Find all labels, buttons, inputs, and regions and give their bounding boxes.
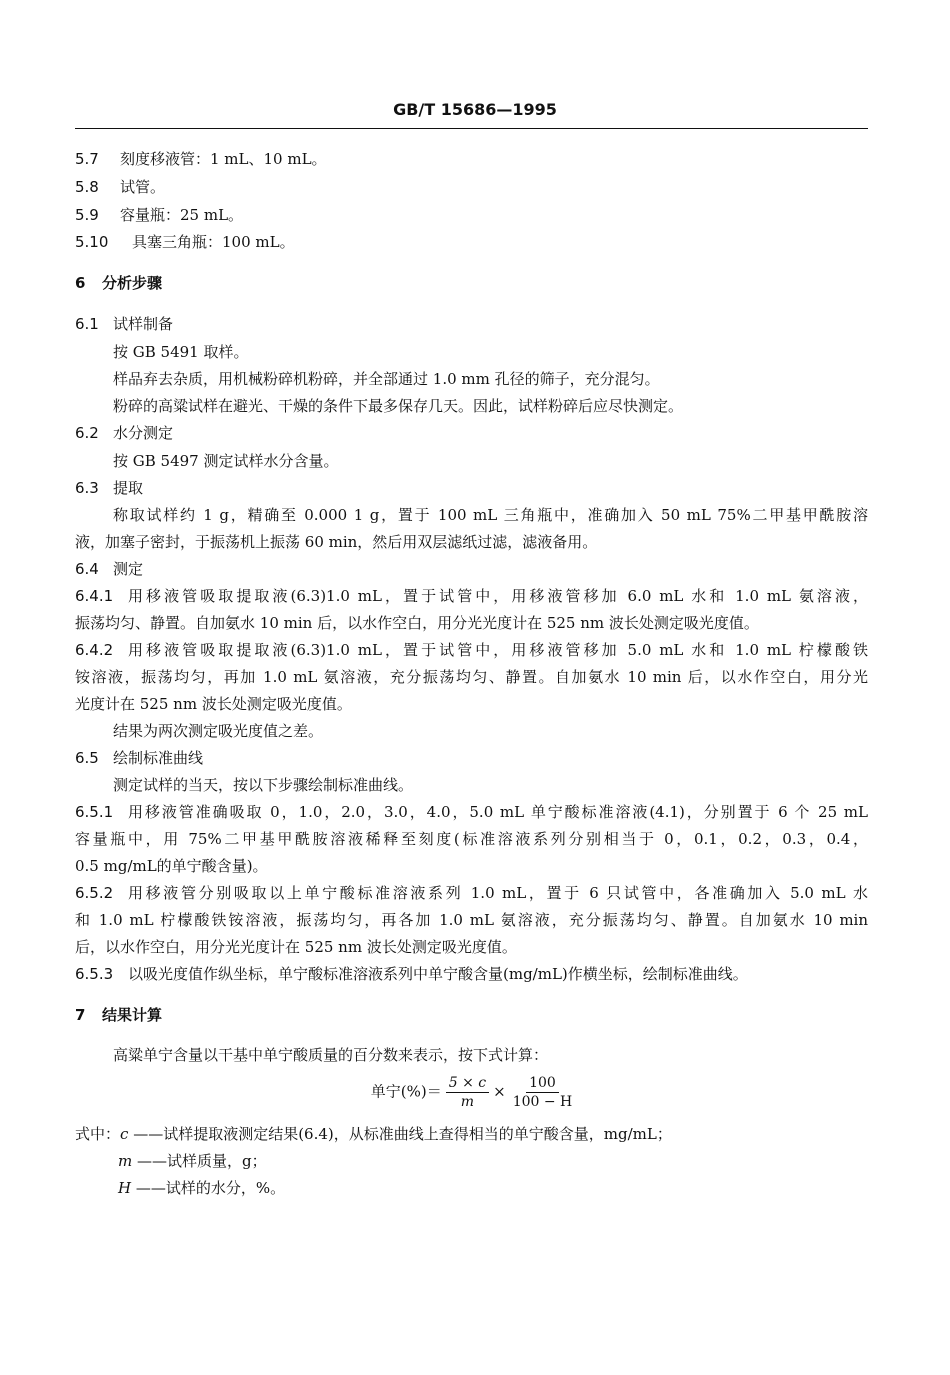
paragraph: 按 GB 5497 测定试样水分含量。 bbox=[113, 452, 339, 470]
paragraph-line: 光度计在 525 nm 波长处测定吸光度值。 bbox=[75, 695, 352, 713]
times-operator: × bbox=[493, 1082, 506, 1101]
standard-number-header: GB/T 15686—1995 bbox=[393, 100, 557, 119]
clause-text: 刻度移液管：1 mL、10 mL。 bbox=[120, 150, 327, 168]
paragraph: 样品弃去杂质，用机械粉碎机粉碎，并全部通过 1.0 mm 孔径的筛子，充分混匀。 bbox=[113, 370, 660, 388]
fraction-2 bbox=[510, 1075, 576, 1110]
clause-number: 5.9 bbox=[75, 206, 99, 224]
clause-6-4-2 bbox=[75, 640, 868, 660]
clause-title: 试样制备 bbox=[113, 315, 174, 333]
fraction-2-denominator: 100 − H bbox=[512, 1094, 573, 1110]
fraction-1-denominator: m bbox=[460, 1094, 475, 1110]
section-6-heading bbox=[75, 273, 162, 293]
clause-number: 6.1 bbox=[75, 315, 99, 333]
fraction-2-numerator: 100 bbox=[526, 1075, 559, 1093]
clause-5-7 bbox=[75, 149, 327, 169]
fraction-1 bbox=[446, 1075, 489, 1110]
paragraph-line: 和 1.0 mL 柠檬酸铁铵溶液，振荡均匀，再各加 1.0 mL 氨溶液，充分振荡均匀、静置。自加氨水 10 min bbox=[75, 911, 868, 929]
clause-6-5-2 bbox=[75, 883, 868, 903]
paragraph-line: 液，加塞子密封，于振荡机上振荡 60 min，然后用双层滤纸过滤，滤液备用。 bbox=[75, 533, 598, 551]
clause-number: 6.4.2 bbox=[75, 641, 114, 659]
legend-desc-h: ——试样的水分，%。 bbox=[135, 1179, 286, 1197]
legend-prefix: 式中： bbox=[75, 1125, 121, 1143]
clause-number: 6.5 bbox=[75, 749, 99, 767]
clause-6-3-heading bbox=[75, 478, 143, 498]
clause-6-1-heading bbox=[75, 314, 173, 334]
paragraph-line: 振荡均匀、静置。自加氨水 10 min 后，以水作空白，用分光光度计在 525 nm 波长处测定吸光度值。 bbox=[75, 614, 759, 632]
paragraph: 粉碎的高粱试样在避光、干燥的条件下最多保存几天。因此，试样粉碎后应尽快测定。 bbox=[113, 397, 684, 415]
section-7-heading bbox=[75, 1005, 162, 1025]
clause-title: 水分测定 bbox=[113, 424, 174, 442]
clause-title: 测定 bbox=[113, 560, 144, 578]
clause-6-5-3 bbox=[75, 964, 868, 984]
paragraph-line: 用移液管吸取提取液(6.3)1.0 mL，置于试管中，用移液管移加 6.0 mL 水和 1.0 mL 氨溶液， bbox=[128, 587, 868, 605]
clause-number: 5.7 bbox=[75, 150, 99, 168]
clause-number: 5.10 bbox=[75, 233, 109, 251]
legend-symbol-m: m bbox=[118, 1152, 133, 1170]
clause-text: 容量瓶：25 mL。 bbox=[120, 206, 244, 224]
clause-number: 6.5.3 bbox=[75, 965, 114, 983]
header-rule bbox=[75, 128, 868, 129]
clause-number: 5.8 bbox=[75, 178, 99, 196]
clause-6-4-heading bbox=[75, 559, 143, 579]
paragraph: 测定试样的当天，按以下步骤绘制标准曲线。 bbox=[113, 776, 414, 794]
paragraph-line: 0.5 mg/mL的单宁酸含量)。 bbox=[75, 857, 268, 875]
section-number: 6 bbox=[75, 274, 86, 292]
legend-h bbox=[118, 1178, 285, 1198]
fraction-1-numerator: 5 × c bbox=[446, 1075, 489, 1093]
clause-6-5-1 bbox=[75, 802, 868, 822]
paragraph: 高粱单宁含量以干基中单宁酸质量的百分数来表示，按下式计算： bbox=[113, 1046, 549, 1064]
paragraph-line: 后，以水作空白，用分光光度计在 525 nm 波长处测定吸光度值。 bbox=[75, 938, 517, 956]
section-title: 分析步骤 bbox=[102, 274, 163, 292]
section-title: 结果计算 bbox=[102, 1006, 163, 1024]
paragraph-line: 用移液管吸取提取液(6.3)1.0 mL，置于试管中，用移液管移加 5.0 mL 水和 1.0 mL 柠檬酸铁 bbox=[128, 641, 868, 659]
clause-number: 6.3 bbox=[75, 479, 99, 497]
paragraph: 按 GB 5491 取样。 bbox=[113, 343, 249, 361]
formula-lhs: 单宁(%)＝ bbox=[370, 1082, 442, 1101]
section-number: 7 bbox=[75, 1006, 86, 1024]
paragraph-line: 铵溶液，振荡均匀，再加 1.0 mL 氨溶液，充分振荡均匀、静置。自加氨水 10 min 后，以水作空白，用分光 bbox=[75, 668, 868, 686]
legend-c bbox=[75, 1124, 672, 1144]
clause-5-9 bbox=[75, 205, 243, 225]
legend-symbol-c: c bbox=[120, 1125, 129, 1143]
clause-number: 6.5.2 bbox=[75, 884, 114, 902]
clause-text: 具塞三角瓶：100 mL。 bbox=[132, 233, 295, 251]
clause-title: 绘制标准曲线 bbox=[113, 749, 204, 767]
paragraph-line: 用移液管准确吸取 0，1.0，2.0，3.0，4.0，5.0 mL 单宁酸标准溶液(4.1)，分别置于 6 个 25 mL bbox=[128, 803, 868, 821]
clause-5-8 bbox=[75, 177, 165, 197]
paragraph-line: 容量瓶中，用 75%二甲基甲酰胺溶液稀释至刻度(标准溶液系列分别相当于 0，0.1，0.2，0.3，0.4， bbox=[75, 830, 868, 848]
paragraph: 结果为两次测定吸光度值之差。 bbox=[113, 722, 324, 740]
clause-6-2-heading bbox=[75, 423, 173, 443]
tannin-formula bbox=[0, 1075, 950, 1110]
paragraph-line: 用移液管分别吸取以上单宁酸标准溶液系列 1.0 mL，置于 6 只试管中，各准确加入 5.0 mL 水 bbox=[128, 884, 868, 902]
paragraph-line: 称取试样约 1 g，精确至 0.000 1 g，置于 100 mL 三角瓶中，准确加入 50 mL 75%二甲基甲酰胺溶 bbox=[113, 506, 868, 524]
clause-5-10 bbox=[75, 232, 295, 252]
clause-title: 提取 bbox=[113, 479, 144, 497]
legend-m bbox=[118, 1151, 267, 1171]
clause-number: 6.2 bbox=[75, 424, 99, 442]
legend-desc-m: ——试样质量，g； bbox=[137, 1152, 267, 1170]
clause-number: 6.4.1 bbox=[75, 587, 114, 605]
paragraph-line: 以吸光度值作纵坐标，单宁酸标准溶液系列中单宁酸含量(mg/mL)作横坐标，绘制标准曲线。 bbox=[128, 965, 748, 983]
legend-symbol-h: H bbox=[118, 1179, 132, 1197]
legend-desc-c: ——试样提取液测定结果(6.4)，从标准曲线上查得相当的单宁酸含量，mg/mL； bbox=[133, 1125, 672, 1143]
clause-6-4-1 bbox=[75, 586, 868, 606]
clause-number: 6.4 bbox=[75, 560, 99, 578]
clause-text: 试管。 bbox=[120, 178, 166, 196]
clause-number: 6.5.1 bbox=[75, 803, 114, 821]
clause-6-5-heading bbox=[75, 748, 203, 768]
